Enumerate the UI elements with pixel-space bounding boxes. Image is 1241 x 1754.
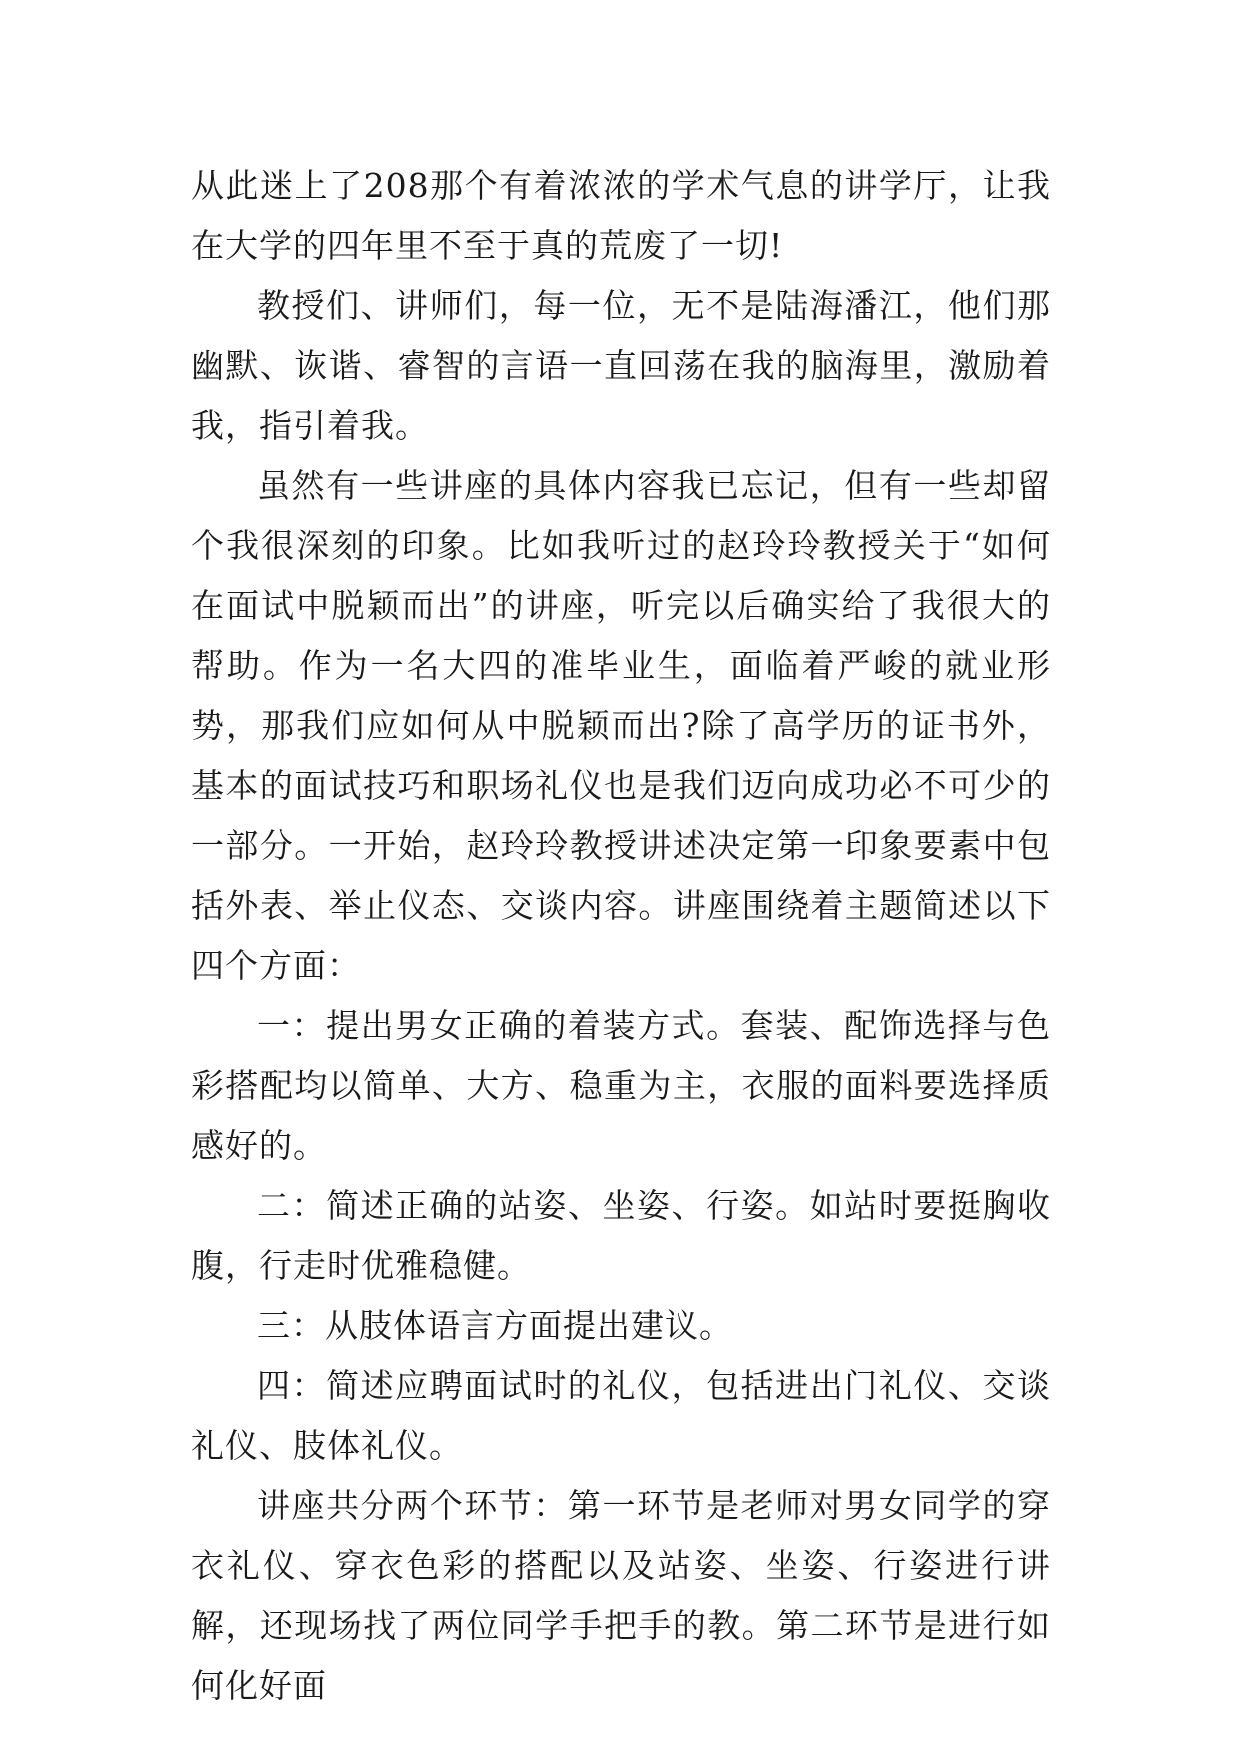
paragraph-1: 从此迷上了208那个有着浓浓的学术气息的讲学厅，让我在大学的四年里不至于真的荒废了一切! [191,166,1051,265]
paragraph-3: 虽然有一些讲座的具体内容我已忘记，但有一些却留个我很深刻的印象。比如我听过的赵玲玲教授关于“如何在面试中脱颖而出”的讲座，听完以后确实给了我很大的帮助。作为一名大四的准毕业生，面临着严峻的就业形势，那我们应如何从中脱颖而出?除了高学历的证书外，基本的面试技巧和职场礼仪也是我们迈向成功必不可少的一部分。一开始，赵玲玲教授讲述决定第一印象要素中包括外表、举止仪态、交谈内容。讲座围绕着主题简述以下四个方面： [191,466,1051,985]
document-body [191,156,1051,1716]
paragraph-6: 三：从肢体语言方面提出建议。 [257,1306,733,1345]
paragraph-8: 讲座共分两个环节：第一环节是老师对男女同学的穿衣礼仪、穿衣色彩的搭配以及站姿、坐姿、行姿进行讲解，还现场找了两位同学手把手的教。第二环节是进行如何化好面 [191,1486,1051,1705]
paragraph-7: 四：简述应聘面试时的礼仪，包括进出门礼仪、交谈礼仪、肢体礼仪。 [191,1366,1051,1465]
paragraph-5: 二：简述正确的站姿、坐姿、行姿。如站时要挺胸收腹，行走时优雅稳健。 [191,1186,1051,1285]
paragraph-2: 教授们、讲师们，每一位，无不是陆海潘江，他们那幽默、诙谐、睿智的言语一直回荡在我的脑海里，激励着我，指引着我。 [191,286,1051,445]
paragraph-4: 一：提出男女正确的着装方式。套装、配饰选择与色彩搭配均以简单、大方、稳重为主，衣服的面料要选择质感好的。 [191,1006,1051,1165]
